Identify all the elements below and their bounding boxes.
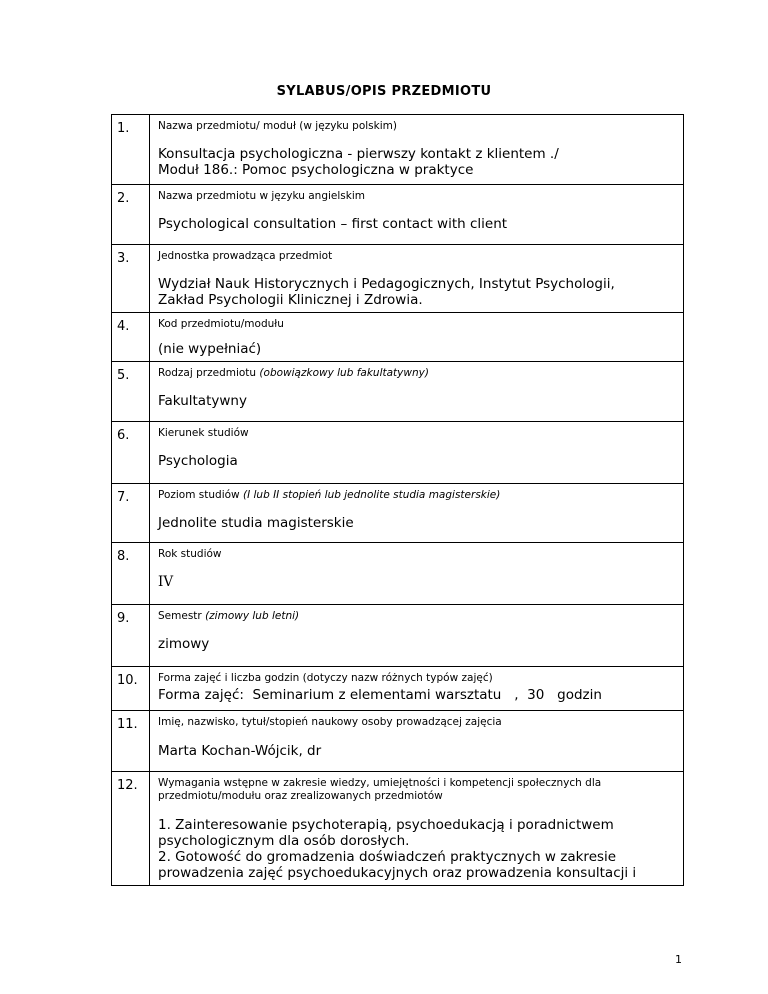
field-label: Jednostka prowadząca przedmiot [158,250,333,262]
page-title: SYLABUS/OPIS PRZEDMIOTU [276,84,492,99]
field-label: Rodzaj przedmiotu (obowiązkowy lub fakultatywny) [158,367,429,379]
row-number: 5. [112,362,150,422]
field-value: Fakultatywny [158,393,247,409]
syllabus-table [111,114,684,886]
table-row [112,772,684,886]
table-row [112,313,684,362]
table-row [112,245,684,313]
field-label: Forma zajęć i liczba godzin (dotyczy nazw różnych typów zajęć) [158,672,493,684]
field-value: Jednolite studia magisterskie [158,515,354,531]
row-number: 4. [112,313,150,362]
field-value: IV [158,574,174,590]
row-number: 8. [112,543,150,605]
row-number: 7. [112,484,150,543]
field-label: Imię, nazwisko, tytuł/stopień naukowy osoby prowadzącej zajęcia [158,716,502,728]
row-number: 11. [112,711,150,772]
table-row [112,115,684,185]
field-value: (nie wypełniać) [158,341,262,357]
table-row [112,667,684,711]
table-row [112,605,684,667]
field-label: Nazwa przedmiotu/ moduł (w języku polskim) [158,120,397,132]
table-row [112,543,684,605]
field-value: Psychologia [158,453,238,469]
field-value: Forma zajęć: Seminarium z elementami warsztatu , 30 godzin [158,687,602,703]
field-label: Kierunek studiów [158,427,249,439]
field-value: Konsultacja psychologiczna - pierwszy kontakt z klientem ./ Moduł 186.: Pomoc psychologiczna w praktyce [158,146,559,178]
table-row [112,484,684,543]
row-number: 3. [112,245,150,313]
row-number: 6. [112,422,150,484]
table-row [112,711,684,772]
table-row [112,422,684,484]
field-label: Semestr (zimowy lub letni) [158,610,300,622]
field-label: Kod przedmiotu/modułu [158,318,284,330]
row-number: 9. [112,605,150,667]
field-value: Wydział Nauk Historycznych i Pedagogicznych, Instytut Psychologii, Zakład Psychologii Klinicznej i Zdrowia. [158,276,615,308]
field-label: Wymagania wstępne w zakresie wiedzy, umiejętności i kompetencji społecznych dla przedmiotu/modułu oraz zrealizowanych przedmiotów [158,777,602,802]
field-value: Marta Kochan-Wójcik, dr [158,743,322,759]
row-number: 12. [112,772,150,886]
field-value: zimowy [158,636,210,652]
row-number: 10. [112,667,150,711]
page-number: 1 [675,953,682,966]
field-value: Psychological consultation – first contact with client [158,216,508,232]
field-label: Poziom studiów (I lub II stopień lub jednolite studia magisterskie) [158,489,501,501]
field-label: Rok studiów [158,548,222,560]
field-label: Nazwa przedmiotu w języku angielskim [158,190,365,202]
table-row [112,185,684,245]
row-number: 1. [112,115,150,185]
field-value: 1. Zainteresowanie psychoterapią, psychoedukacją i poradnictwem psychologicznym dla osób dorosłych. 2. Gotowość do gromadzenia doświadczeń praktycznych w zakresie prowadzenia zajęć psychoedukacyjnych oraz prowadzenia konsultacji i [158,817,637,881]
table-row [112,362,684,422]
row-number: 2. [112,185,150,245]
